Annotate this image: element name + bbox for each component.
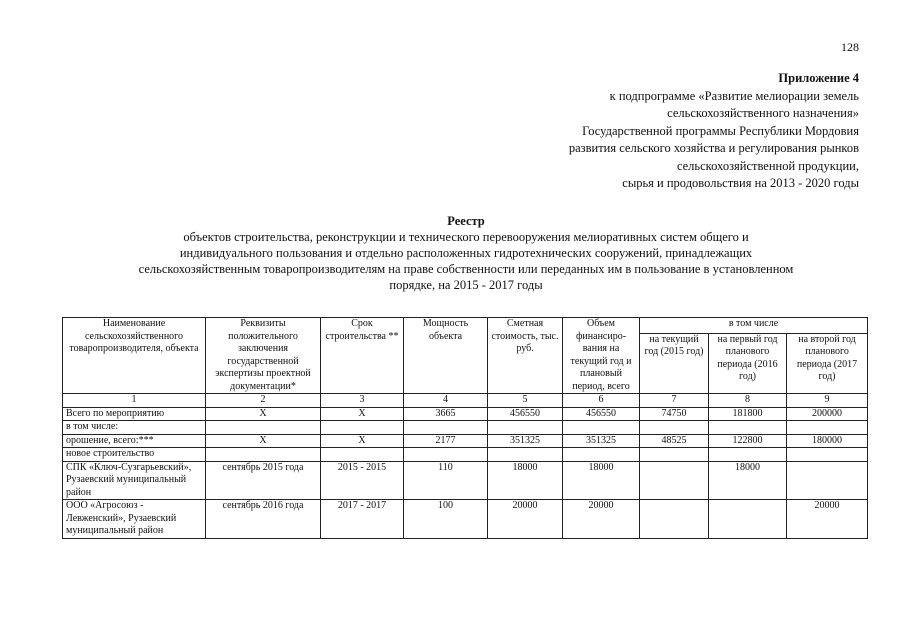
table-header-row <box>63 318 868 334</box>
cell: 18000 <box>488 461 563 500</box>
cell: 18000 <box>563 461 640 500</box>
table-row <box>63 448 868 462</box>
header-cell-2017: на второй год планового периода (2017 год) <box>787 333 868 393</box>
cell: 122800 <box>709 434 787 448</box>
cell: 351325 <box>488 434 563 448</box>
cell: 20000 <box>563 500 640 539</box>
appendix-line: развития сельского хозяйства и регулирования рынков <box>568 141 859 155</box>
cell: сентябрь 2015 года <box>206 461 321 500</box>
appendix-line: Государственной программы Республики Мордовия <box>582 123 859 138</box>
cell <box>640 448 709 462</box>
cell: 100 <box>404 500 488 539</box>
cell: Х <box>321 434 404 448</box>
registry-table <box>62 317 868 539</box>
cell <box>787 448 868 462</box>
table-row <box>63 434 868 448</box>
column-number: 5 <box>488 394 563 408</box>
cell <box>709 500 787 539</box>
cell: 2015 - 2015 <box>321 461 404 500</box>
appendix-header <box>459 70 859 193</box>
cell: 456550 <box>488 407 563 421</box>
cell <box>640 461 709 500</box>
cell <box>321 421 404 435</box>
table-row <box>63 500 868 539</box>
registry-line: сельскохозяйственным товаропроизводителям на праве собственности или переданных им в пользование в установленном <box>138 262 794 276</box>
cell <box>640 500 709 539</box>
cell: 110 <box>404 461 488 500</box>
column-number: 9 <box>787 394 868 408</box>
registry-line: объектов строительства, реконструкции и технического перевооружения мелиоративных систем общего и <box>183 230 749 244</box>
column-number: 3 <box>321 394 404 408</box>
cell: Всего по мероприятию <box>63 407 206 421</box>
cell: Х <box>321 407 404 421</box>
registry-line: порядке, на 2015 - 2017 годы <box>389 278 543 292</box>
cell <box>404 448 488 462</box>
cell: 351325 <box>563 434 640 448</box>
header-cell-name: Наименование сельскохозяйственного товаропроизводителя, объекта <box>63 318 206 394</box>
cell: 18000 <box>709 461 787 500</box>
cell: СПК «Ключ-Сузгарьевский», Рузаевский муниципальный район <box>63 461 206 500</box>
table-row <box>63 407 868 421</box>
table-row <box>63 461 868 500</box>
cell: Х <box>206 434 321 448</box>
column-number: 7 <box>640 394 709 408</box>
cell: 3665 <box>404 407 488 421</box>
registry-line: индивидуального пользования и отдельно расположенных гидротехнических сооружений, принадлежащих <box>179 246 753 260</box>
registry-heading <box>40 213 892 293</box>
cell: 2017 - 2017 <box>321 500 404 539</box>
cell <box>563 448 640 462</box>
header-cell-2015: на текущий год (2015 год) <box>640 333 709 393</box>
cell: 74750 <box>640 407 709 421</box>
cell <box>709 448 787 462</box>
table-row <box>63 421 868 435</box>
cell: 456550 <box>563 407 640 421</box>
cell <box>640 421 709 435</box>
header-cell-funding-total: Объем финансиро-вания на текущий год и плановый период, всего <box>563 318 640 394</box>
header-cell-capacity: Мощность объекта <box>404 318 488 394</box>
cell: Х <box>206 407 321 421</box>
cell: 48525 <box>640 434 709 448</box>
cell <box>563 421 640 435</box>
cell: ООО «Агросоюз - Левженский», Рузаевский муниципальный район <box>63 500 206 539</box>
column-number: 6 <box>563 394 640 408</box>
appendix-line: сельскохозяйственной продукции, <box>676 158 859 173</box>
cell <box>321 448 404 462</box>
cell: новое строительство <box>63 448 206 462</box>
column-number: 4 <box>404 394 488 408</box>
header-cell-including: в том числе <box>640 318 868 334</box>
cell: в том числе: <box>63 421 206 435</box>
cell <box>787 421 868 435</box>
cell <box>206 448 321 462</box>
header-cell-term: Срок строительства ** <box>321 318 404 394</box>
cell: 181800 <box>709 407 787 421</box>
header-cell-2016: на первый год планового периода (2016 год) <box>709 333 787 393</box>
cell: 20000 <box>488 500 563 539</box>
cell <box>787 461 868 500</box>
header-cell-cost: Сметная стоимость, тыс. руб. <box>488 318 563 394</box>
cell <box>404 421 488 435</box>
appendix-heading: Приложение 4 <box>778 71 859 85</box>
cell <box>488 421 563 435</box>
cell <box>488 448 563 462</box>
cell <box>206 421 321 435</box>
appendix-line: сырья и продовольствия на 2013 - 2020 годы <box>622 176 859 190</box>
column-number: 1 <box>63 394 206 408</box>
page-number: 128 <box>841 40 859 54</box>
cell: сентябрь 2016 года <box>206 500 321 539</box>
registry-title: Реестр <box>447 214 485 228</box>
cell: 180000 <box>787 434 868 448</box>
appendix-line: к подпрограмме «Развитие мелиорации земель <box>609 88 859 103</box>
cell: орошение, всего:*** <box>63 434 206 448</box>
column-number-row <box>63 394 868 408</box>
cell: 200000 <box>787 407 868 421</box>
cell: 2177 <box>404 434 488 448</box>
column-number: 8 <box>709 394 787 408</box>
cell <box>709 421 787 435</box>
appendix-line: сельскохозяйственного назначения» <box>667 106 859 120</box>
column-number: 2 <box>206 394 321 408</box>
cell: 20000 <box>787 500 868 539</box>
header-cell-requisites: Реквизиты положительного заключения государственной экспертизы проектной документации* <box>206 318 321 394</box>
